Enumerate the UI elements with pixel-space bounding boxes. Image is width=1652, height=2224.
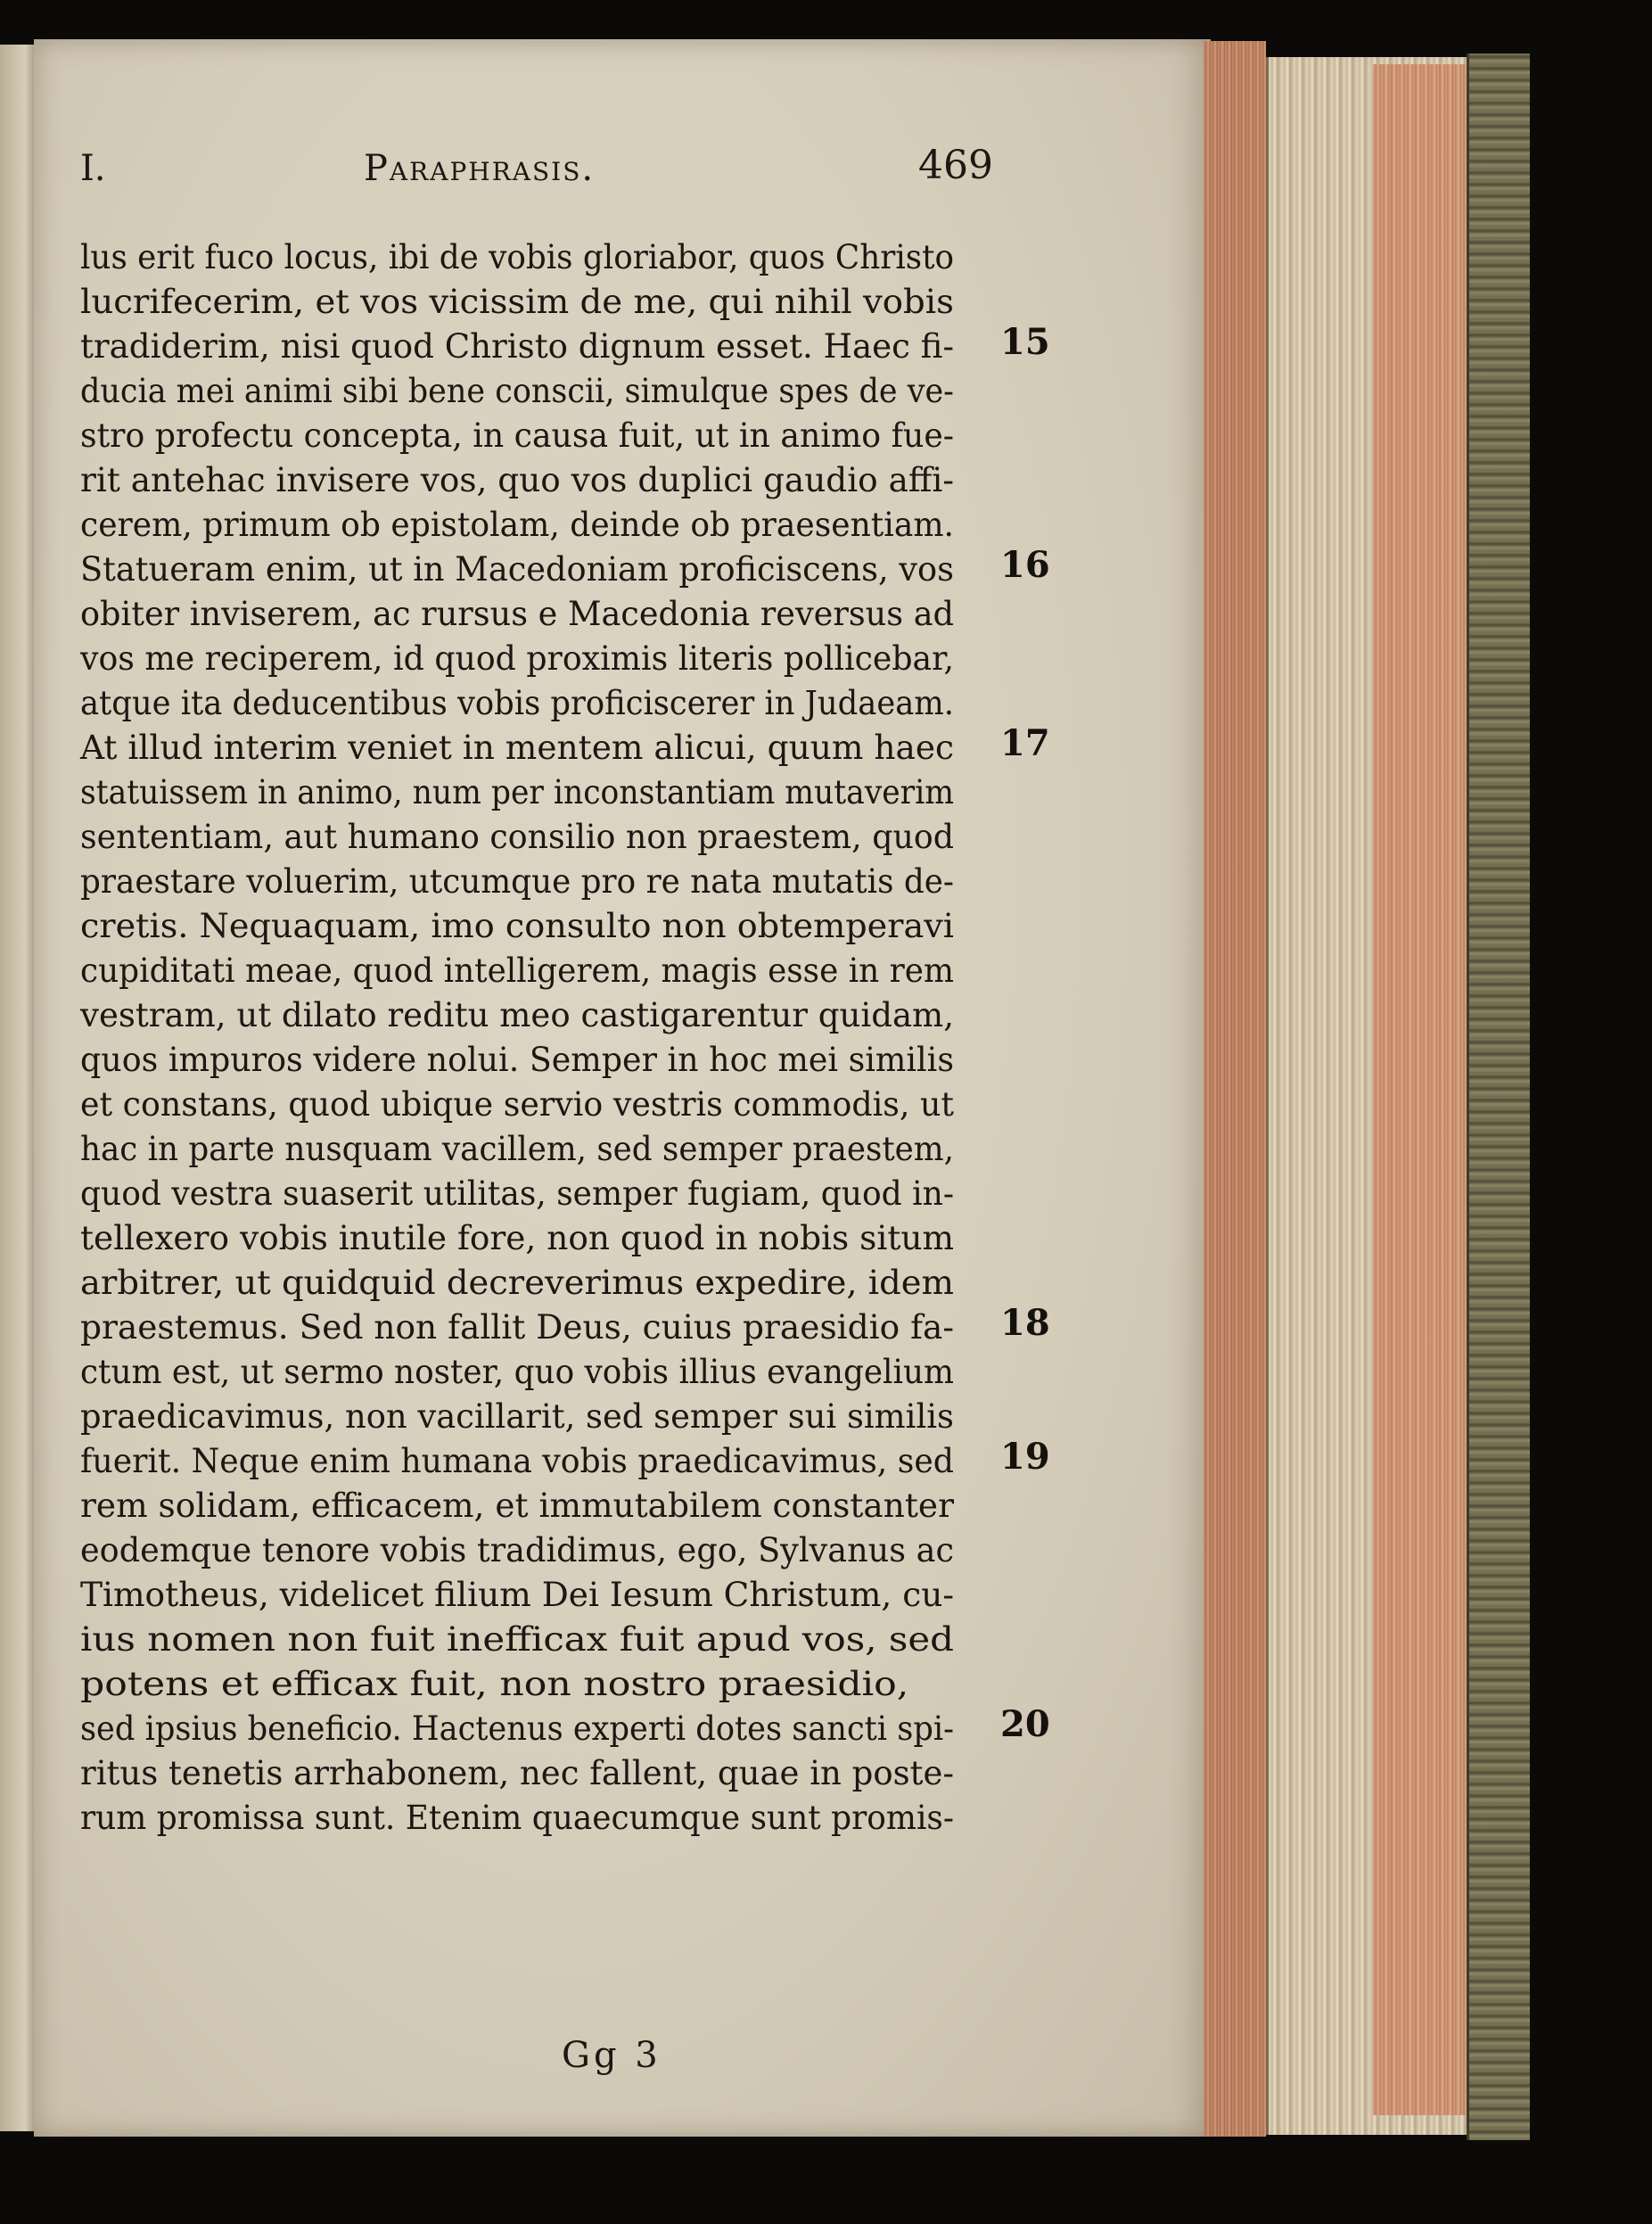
text-line: atque ita deducentibus vobis proficiscerer in Judaeam. (80, 684, 954, 722)
text-line: sententiam, aut humano consilio non praestem, quod (80, 818, 954, 856)
text-line: eodemque tenore vobis tradidimus, ego, Sylvanus ac (80, 1531, 954, 1569)
text-line: fuerit. Neque enim humana vobis praedicavimus, sed (80, 1442, 954, 1480)
text-line: statuissem in animo, num per inconstantiam mutaverim (80, 773, 954, 811)
facing-page-edge (0, 45, 37, 2131)
text-line: arbitrer, ut quidquid decreverimus expedire, idem (80, 1264, 954, 1302)
verse-number: 20 (1000, 1703, 1050, 1745)
running-head (80, 143, 1043, 196)
book-cover-edge (1467, 54, 1530, 2140)
text-line: Timotheus, videlicet filium Dei Iesum Christum, cu- (80, 1576, 954, 1614)
text-line: cerem, primum ob epistolam, deinde ob praesentiam. (80, 506, 954, 544)
text-line: stro profectu concepta, in causa fuit, ut in animo fue- (80, 416, 954, 455)
text-line: Statueram enim, ut in Macedoniam proficiscens, vos (80, 550, 954, 589)
text-line: obiter inviserem, ac rursus e Macedonia reversus ad (80, 595, 954, 633)
text-line: ctum est, ut sermo noster, quo vobis illius evangelium (80, 1353, 954, 1391)
verse-number: 16 (1000, 544, 1050, 586)
text-line: ducia mei animi sibi bene conscii, simulque spes de ve- (80, 372, 954, 410)
text-line: sed ipsius beneficio. Hactenus experti dotes sancti spi- (80, 1709, 954, 1748)
text-line: tellexero vobis inutile fore, non quod in nobis situm (80, 1219, 954, 1257)
verse-number: 15 (1000, 321, 1050, 363)
text-line: At illud interim veniet in mentem alicui, quum haec (80, 729, 954, 767)
text-line: praestare voluerim, utcumque pro re nata mutatis de- (80, 862, 954, 901)
red-edge (1373, 64, 1471, 2115)
text-line: hac in parte nusquam vacillem, sed semper praestem, (80, 1130, 954, 1168)
verse-number: 19 (1000, 1436, 1050, 1478)
page-number: 469 (918, 143, 993, 188)
text-line: ritus tenetis arrhabonem, nec fallent, quae in poste- (80, 1754, 954, 1792)
text-line: rum promissa sunt. Etenim quaecumque sunt promis- (80, 1799, 954, 1837)
text-line: et constans, quod ubique servio vestris commodis, ut (80, 1085, 954, 1124)
text-line: rit antehac invisere vos, quo vos duplici gaudio affi- (80, 461, 954, 499)
text-line: ius nomen non fuit inefficax fuit apud vos, sed (80, 1620, 954, 1659)
text-line: vestram, ut dilato reditu meo castigarentur quidam, (80, 996, 954, 1034)
verse-number: 17 (1000, 722, 1050, 764)
text-line: cupiditati meae, quod intelligerem, magis esse in rem (80, 951, 954, 990)
text-line: lucrifecerim, et vos vicissim de me, qui nihil vobis (80, 283, 954, 321)
verse-number: 18 (1000, 1302, 1050, 1344)
signature-mark: Gg 3 (562, 2035, 662, 2076)
text-line: vos me reciperem, id quod proximis literis pollicebar, (80, 639, 954, 678)
text-line: praestemus. Sed non fallit Deus, cuius praesidio fa- (80, 1308, 954, 1347)
text-line: rem solidam, efficacem, et immutabilem constanter (80, 1487, 954, 1525)
text-line: quod vestra suaserit utilitas, semper fugiam, quod in- (80, 1174, 954, 1213)
fore-edge (1204, 41, 1266, 2137)
running-head-left: I. (80, 148, 106, 189)
text-line: tradiderim, nisi quod Christo dignum esset. Haec fi- (80, 327, 954, 366)
text-line: potens et efficax fuit, non nostro praesidio, (80, 1665, 909, 1703)
running-head-title: Paraphrasis. (364, 148, 596, 189)
text-line: praedicavimus, non vacillarit, sed semper sui similis (80, 1397, 954, 1436)
text-line: cretis. Nequaquam, imo consulto non obtemperavi (80, 907, 954, 945)
text-line: lus erit fuco locus, ibi de vobis gloriabor, quos Christo (80, 238, 954, 276)
text-line: quos impuros videre nolui. Semper in hoc mei similis (80, 1041, 954, 1079)
